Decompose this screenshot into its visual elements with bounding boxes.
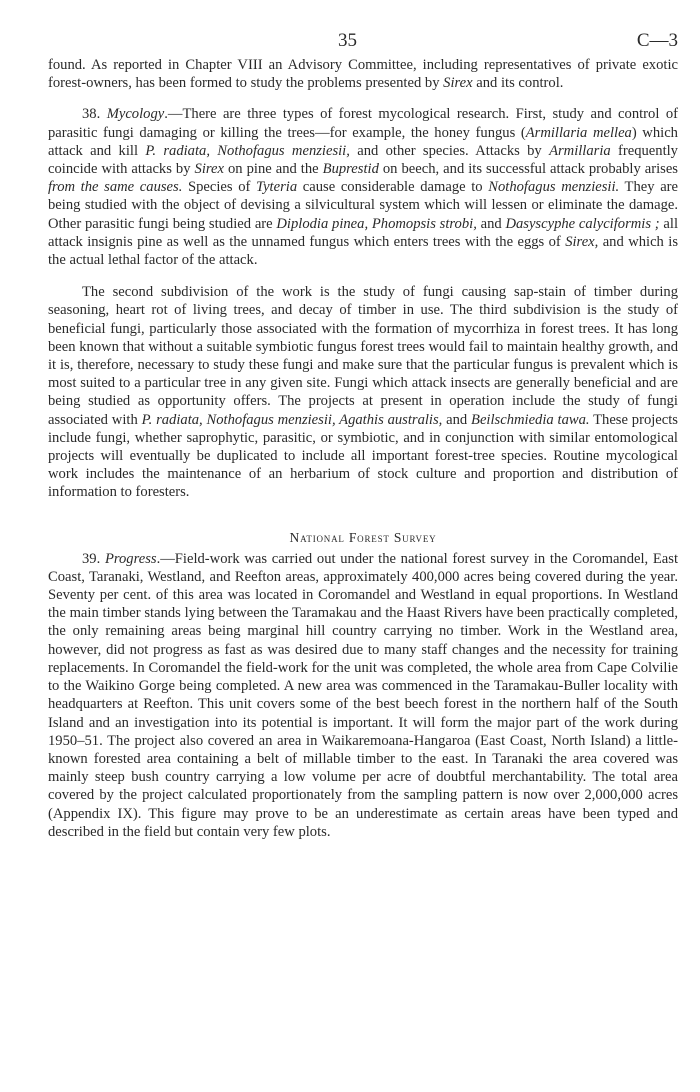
report-reference: C—3 [636, 30, 678, 51]
mycology-text: cause considerable damage to [297, 179, 489, 196]
species-name: Sirex [194, 161, 224, 178]
page-header [48, 30, 678, 56]
mycology-text: frequently coincide with attacks by [48, 142, 678, 178]
paragraph-text: The second subdivision of the work is the study of fungi causing sap-stain of timber during seasoning, heart rot of living trees, and decay of timber in use. The third subdivision is the study of beneficial fungi, particularly those associated with the formation of mycorrhiza in forest trees. It has long been known that without a suitable symbiotic fungus forest trees would fail to maintain healthy growth, and it is, therefore, necessary to study these fungi and make sure that the particular fungus is prevalent which is most suited to a particular tree in any given site. Fungi which attack insects are generally beneficial and are being studied as opportunity offers. The projects at present in operation include the study of fungi associated with [48, 284, 678, 428]
emphasis-text: from the same causes. [48, 179, 183, 196]
mycology-text: on pine and the [223, 161, 323, 178]
page-number: 35 [338, 30, 357, 51]
mycology-text: and [476, 215, 506, 232]
intro-italic: Sirex [443, 75, 473, 92]
fungi-subdivision-paragraph [48, 283, 678, 501]
paragraph-text: These projects include fungi, whether saprophytic, parasitic, or symbiotic, and in conjunction with similar entomological projects will eventually be duplicated to include all important forest-tree species. Routine mycological work includes the maintenance of an herbarium of stock culture and proportion and distribution of information to foresters. [48, 411, 678, 501]
mycology-text: ) which attack and kill [48, 124, 678, 159]
progress-number: 39. [82, 550, 105, 567]
mycology-text: and other species. Attacks by [349, 142, 550, 159]
species-name: Nothofagus menziesii. [488, 179, 620, 196]
intro-end: and its control. [472, 75, 564, 92]
mycology-title: Mycology [106, 106, 165, 123]
mycology-text: and which is the actual lethal factor of the attack. [48, 233, 679, 269]
intro-paragraph [48, 56, 678, 92]
document-page [48, 30, 678, 841]
paragraph-text: .—Field-work was carried out under the national forest survey in the Coromandel, East Coast, Taranaki, Westland, and Reefton areas, approximately 400,000 acres being covered during the year. Seventy per cent. of this area was located in Coromandel and Westland in equal proportions. In Westland the main timber stands lying between the Taramakau and the Haast Rivers have been practically completed, the only remaining areas being marginal hill country carrying no timber. Work in the Westland area, however, did not progress as fast as was desired due to many staff changes and the necessity for training replacements. In Coromandel the field-work for the unit was completed, the whole area from Cape Colvilie to the Waikino Gorge being completed. A new area was commenced in the Taramakau-Buller locality with headquarters at Reefton. This unit covers some of the best beech forest in the northern half of the South Island and an investigation into its potential is important. It will form the major part of the work during 1950–51. The project also covered an area in Waikaremoana-Hangaroa (East Coast, North Island) a little-known forested area containing a belt of millable timber to the east. In Taranaki the area covered was mainly steep bush country carrying a low volume per acre of doubtful merchantability. The total area covered by the project calculated proportionately from the sampling pattern is now over 2,000,000 acres (Appendix IX). This figure may prove to be an underestimate as certain areas have been typed and described in the field but contain very few plots. [48, 550, 679, 840]
progress-title: Progress [104, 550, 157, 567]
species-name: P. radiata, Nothofagus menziesii, [145, 142, 350, 159]
mycology-text: Species of [182, 179, 257, 196]
species-name: Armillaria [549, 142, 611, 159]
species-name: Dasyscyphe calyciformis ; [505, 215, 660, 232]
species-name: Armillaria mellea [525, 124, 632, 141]
mycology-text: on beech, and its successful attack probably arises [378, 161, 678, 178]
species-name: P. radiata, Nothofagus menziesii, Agathis australis, [141, 411, 443, 428]
mycology-paragraph [48, 105, 678, 269]
mycology-number: 38. [82, 106, 107, 123]
section-heading: National Forest Survey [289, 529, 437, 545]
mycology-text: all attack insignis pine as well as the unnamed fungus which enters trees with the eggs of [48, 215, 678, 250]
species-name: Sirex, [565, 233, 599, 250]
progress-paragraph [48, 550, 678, 841]
paragraph-text: and [442, 411, 472, 428]
species-name: Beilschmiedia tawa. [471, 411, 590, 428]
species-name: Buprestid [322, 161, 379, 178]
intro-text: found. As reported in Chapter VIII an Advisory Committee, including representatives of private exotic forest-owners, has been formed to study the problems presented by [48, 57, 678, 92]
mycology-text: They are being studied with the object of devising a silvicultural system which will lessen or eliminate the damage. Other parasitic fungi being studied are [48, 179, 679, 232]
mycology-text: .—There are three types of forest mycological research. First, study and control of parasitic fungi damaging or killing the trees—for example, the honey fungus ( [48, 106, 678, 141]
species-name: Tyteria [256, 179, 298, 196]
species-name: Diplodia pinea, Phomopsis strobi, [276, 215, 477, 232]
